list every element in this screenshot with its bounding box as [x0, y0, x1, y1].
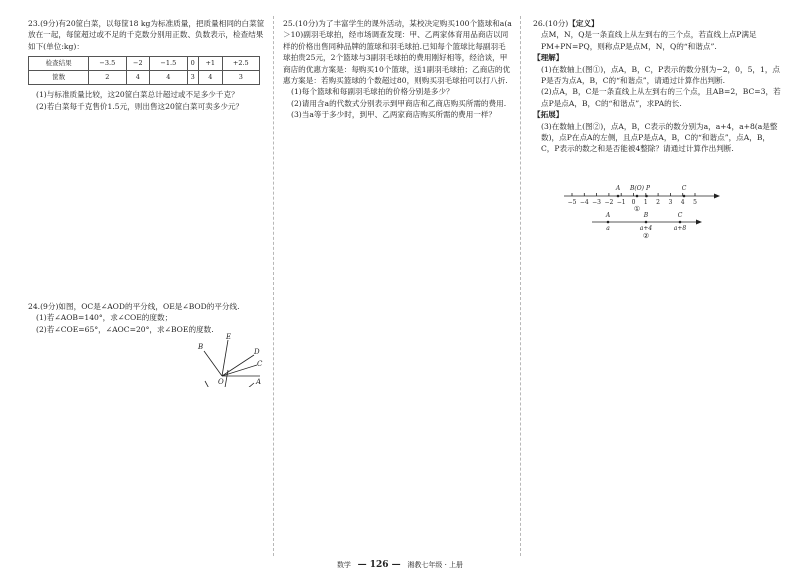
tick-label: 2	[656, 199, 661, 206]
q25-part2: (2)请用含a的代数式分别表示到甲商店和乙商店购买所需的费用.	[291, 98, 507, 108]
q26-head: 26.(10分)	[533, 19, 569, 28]
q26-definition: 点M，N，Q是一条直线上从左到右的三个点，若直线上点P满足PM+PN=PQ，则称点P是点M，N，Q的“和谐点”.	[541, 30, 757, 51]
table-cell: 4	[126, 71, 150, 85]
table-cell: −2	[126, 57, 150, 71]
fig2-value-a4: a+4	[639, 225, 653, 232]
page-footer	[0, 560, 800, 570]
tick-label: 0	[631, 199, 636, 206]
fig2-value-a: a	[606, 225, 610, 232]
number-line-figures	[556, 180, 756, 240]
table-cell: −3.5	[89, 57, 126, 71]
column-divider	[273, 16, 274, 556]
table-row	[29, 57, 260, 71]
q24-intro: 24.(9分)如图，OC是∠AOD的平分线，OE是∠BOD的平分线.	[28, 302, 240, 311]
question-25	[283, 18, 513, 121]
label-d: D	[254, 348, 260, 356]
tick-label: 5	[693, 199, 697, 206]
tick-label: −5	[567, 199, 577, 206]
fig2-label-a: A	[605, 212, 611, 219]
fig2-label-c: C	[677, 212, 683, 219]
table-cell: 4	[150, 71, 187, 85]
fig1-label-c: C	[681, 185, 687, 192]
label-b: B	[198, 343, 204, 351]
angle-figure-drawing	[170, 330, 270, 388]
table-cell: 3	[222, 71, 259, 85]
tick-label: 1	[643, 199, 648, 206]
table-row	[29, 71, 260, 85]
arrow-2	[696, 220, 702, 225]
label-o: O	[218, 378, 224, 386]
q25-part1: (1)每个篮球和每副羽毛球拍的价格分别是多少？	[291, 87, 454, 97]
fig1-label-p: P	[645, 185, 651, 192]
arrow-1	[714, 194, 720, 199]
fig1-label-bo: B(O)	[629, 185, 645, 192]
tick-label: −2	[604, 199, 614, 206]
q26-part1: (1)在数轴上(图①)，点A，B，C，P表示的数分别为−2，0，5，1，点P是否为点A，B，C的“和谐点”，请通过计算作出判断.	[541, 64, 781, 86]
footer-subject: 数学	[336, 561, 351, 569]
q23-intro: 23.(9分)有20筐白菜，以每筐18 kg为标准质量，把质量相同的白菜筐放在一起，每筐超过或不足的千克数分别用正数、负数表示，检查结果如下(单位:kg)：	[28, 19, 265, 51]
label-c: C	[257, 360, 263, 368]
fig2-caption: ②	[642, 232, 650, 240]
q26-part3: (3)在数轴上(图②)，点A，B，C表示的数分别为a，a+4，a+8(a是整数)，点P在点A的左侧，且点P是点A，B，C的“和谐点”，点A，B，C，P表示的数之和是否能被4整除？请通过计算作出判断.	[541, 121, 778, 154]
table-cell: 2	[89, 71, 126, 85]
table-cell: 3	[187, 71, 198, 85]
q23-table	[28, 56, 260, 85]
fig2-label-b: B	[643, 212, 649, 219]
q24-part1: (1)若∠AOB=140°，求∠COE的度数；	[36, 313, 173, 323]
table-cell: +2.5	[222, 57, 259, 71]
question-26	[533, 18, 781, 155]
table-cell: 0	[187, 57, 198, 71]
tick-label: −1	[616, 199, 626, 206]
table-cell: −1.5	[150, 57, 187, 71]
q25-intro: 25.(10分)为了丰富学生的课外活动，某校决定购买100个篮球和a(a＞10)副羽毛球拍，经市场调查发现：甲、乙两家体育用品商店以同样的价格出售同种品牌的篮球和羽毛球拍.已知每个篮球比每副羽毛球拍贵25元，2个篮球与3副羽毛球拍的费用刚好相等，经洽谈，甲商店的优惠方案是：每购买10个篮球，送1副羽毛球拍；乙商店的优惠方案是：若购买篮球的个数超过80，则购买羽毛球拍可以打八折.	[283, 19, 512, 86]
question-23	[28, 18, 266, 112]
q26-tag-extend: 【拓展】	[533, 110, 564, 120]
tick-label: −4	[579, 199, 589, 206]
label-a: A	[256, 378, 262, 386]
fig2-value-a8: a+8	[673, 225, 687, 232]
q25-part3: (3)当a等于多少时，到甲、乙两家商店购买所需的费用一样？	[291, 110, 497, 120]
fig1-caption: ①	[633, 205, 641, 213]
table-cell: 筐数	[29, 71, 89, 85]
q24-part2: (2)若∠COE=65°，∠AOC=20°，求∠BOE的度数.	[36, 324, 214, 334]
table-cell: 检查结果	[29, 57, 89, 71]
q23-part1: (1)与标准质量比较，这20筐白菜总计超过或不足多少千克？	[36, 90, 239, 100]
column-divider	[520, 16, 521, 556]
fig1-label-a: A	[615, 185, 621, 192]
q26-tag-understand: 【理解】	[533, 53, 564, 63]
label-e: E	[226, 333, 232, 341]
q26-part2: (2)点A，B，C是一条直线上从左到右的三个点，且AB=2，BC=3，若点P是点A，B，C的“和谐点”，求PA的长.	[541, 87, 781, 108]
tick-label: 3	[668, 199, 673, 206]
q26-tag-definition: 【定义】	[568, 19, 599, 28]
tick-label: 4	[680, 199, 685, 206]
page-number: — 126 —	[357, 560, 401, 570]
table-cell: +1	[198, 57, 222, 71]
footer-book: 湘教七年级 · 上册	[407, 561, 464, 569]
q23-part2: (2)若白菜每千克售价1.5元，则出售这20筐白菜可卖多少元？	[36, 101, 244, 111]
tick-label: −3	[592, 199, 602, 206]
table-cell: 4	[198, 71, 222, 85]
